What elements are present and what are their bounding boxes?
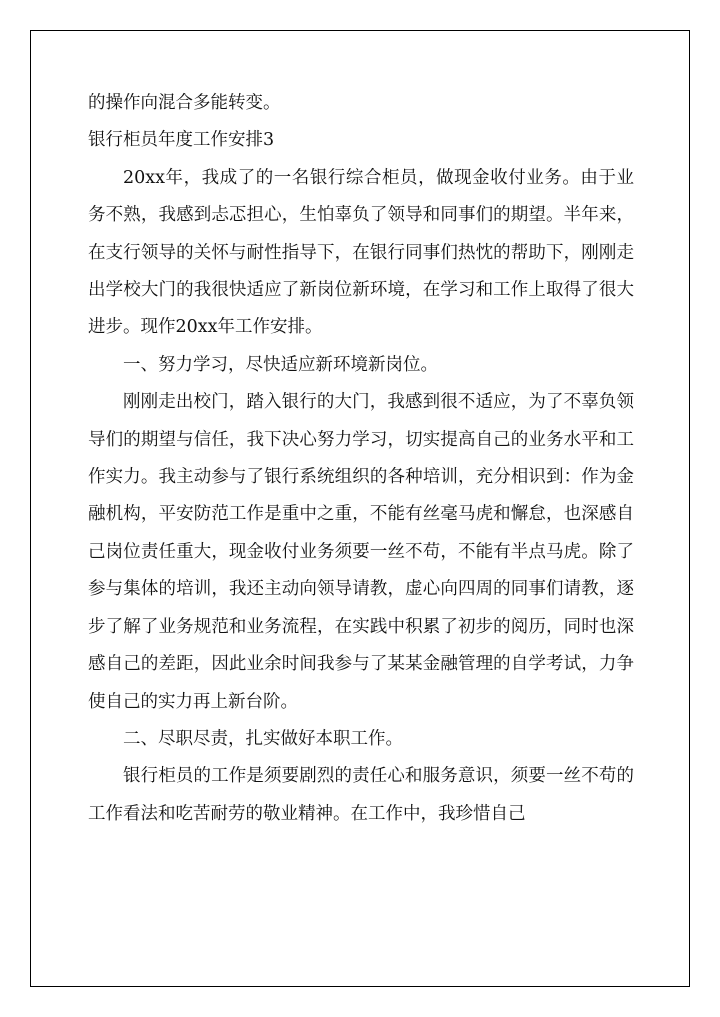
heading-section-2: 二、尽职尽责，扎实做好本职工作。 [123,728,403,749]
heading-section-1: 一、努力学习，尽快适应新环境新岗位。 [123,354,438,375]
paragraph-study: 刚刚走出校门，踏入银行的大门，我感到很不适应，为了不辜负领导们的期望与信任，我下决心努力学习，切实提高自己的业务水平和工作实力。我主动参与了银行系统组织的各种培训，充分相识到：作为金融机构，平安防范工作是重中之重，不能有丝毫马虎和懈怠，也深感自己岗位责任重大，现金收付业务须要一丝不苟，不能有半点马虎。除了参与集体的培训，我还主动向领导请教，虚心向四周的同事们请教，逐步了解了业务规范和业务流程，在实践中积累了初步的阅历，同时也深感自己的差距，因此业余时间我参与了某某金融管理的自学考试，力争使自己的实力再上新台阶。 [88,392,634,712]
document-body [88,85,634,833]
paragraph-continuation: 的操作向混合多能转变。 [88,93,281,113]
paragraph-duty: 银行柜员的工作是须要剧烈的责任心和服务意识，须要一丝不苟的工作看法和吃苦耐劳的敬业精神。在工作中，我珍惜自己 [88,766,634,824]
section-title: 银行柜员年度工作安排3 [88,130,275,151]
paragraph-intro: 20xx年，我成了的一名银行综合柜员，做现金收付业务。由于业务不熟，我感到忐忑担心，生怕辜负了领导和同事们的期望。半年来，在支行领导的关怀与耐性指导下，在银行同事们热忱的帮助下，刚刚走出学校大门的我很快适应了新岗位新环境，在学习和工作上取得了很大进步。现作20xx年工作安排。 [88,167,634,338]
